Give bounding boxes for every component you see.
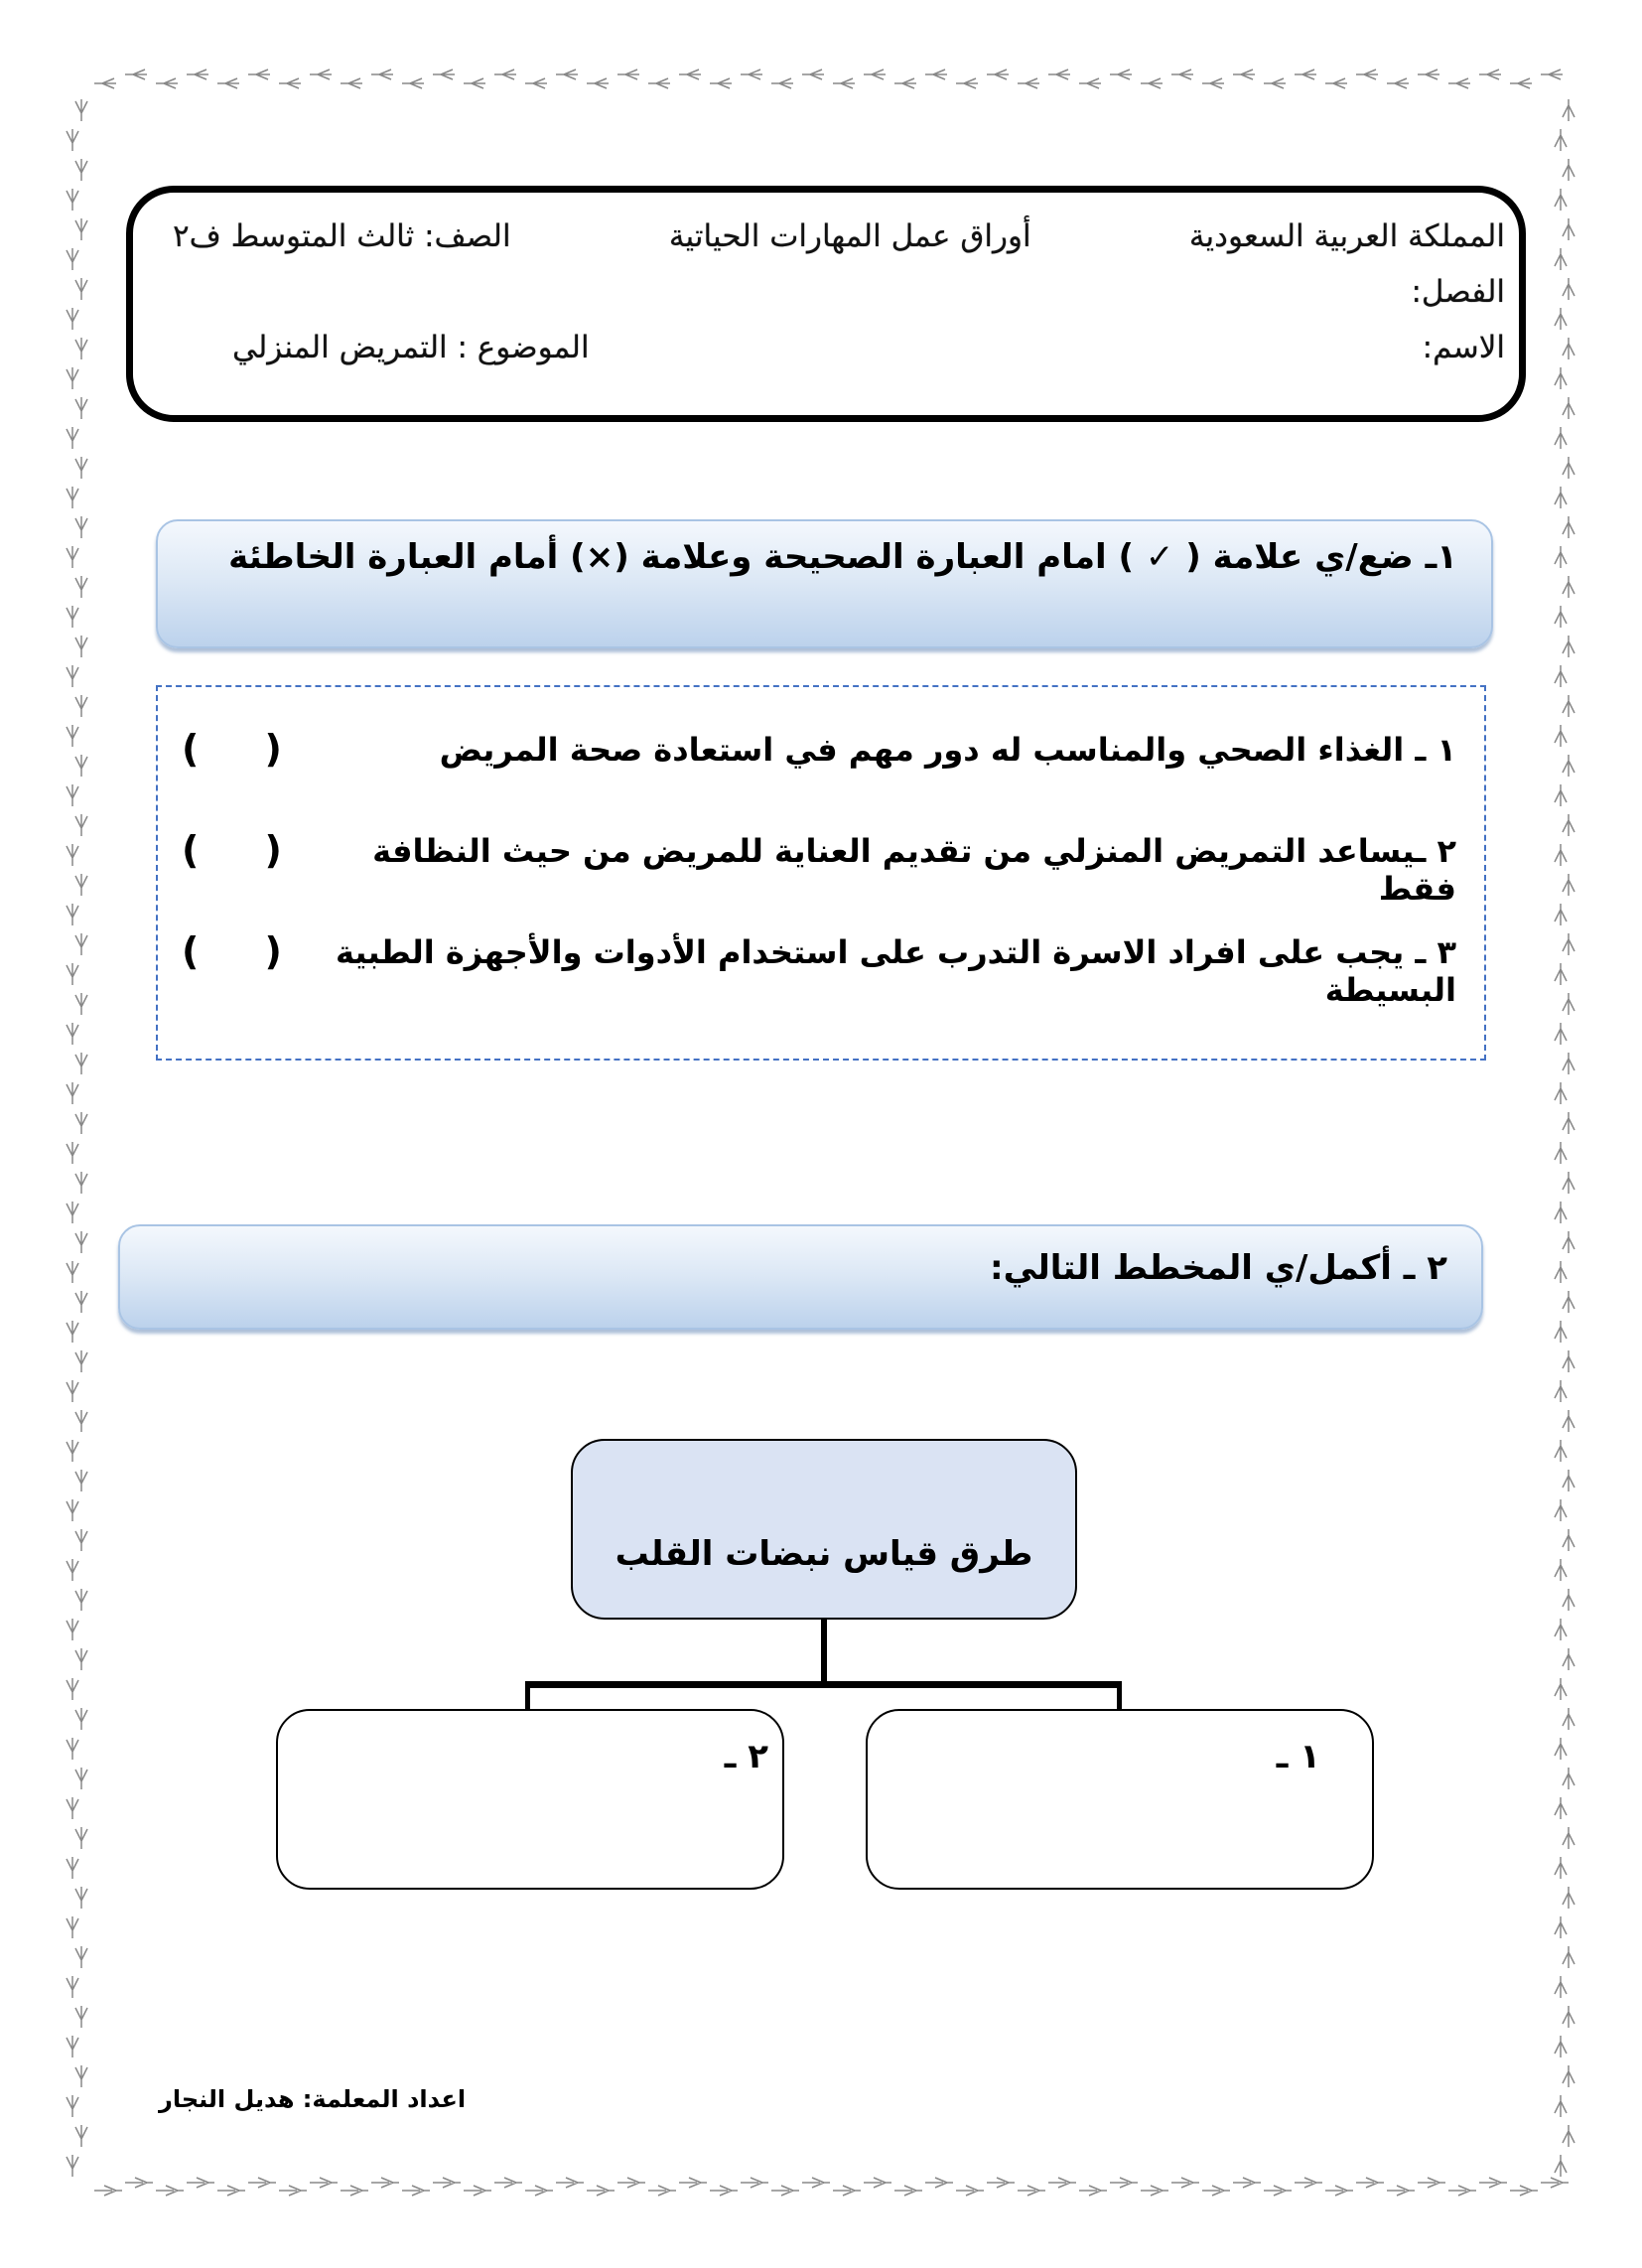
answer-blank-2[interactable]: ( ) xyxy=(182,828,282,872)
connector-vertical xyxy=(821,1618,827,1687)
connector-horizontal xyxy=(525,1681,1122,1688)
header-row-2 xyxy=(173,274,1505,310)
question-2: ٢ ـيساعد التمريض المنزلي من تقديم العناية للمريض من حيث النظافة فقط xyxy=(372,832,1456,909)
section2-heading xyxy=(118,1224,1483,1330)
section2-instruction: ٢ ـ أكمل/ي المخطط التالي: xyxy=(990,1248,1447,1288)
class-field-label: الفصل: xyxy=(1411,274,1505,310)
section1-instruction: ١ـ ضع/ي علامة ( ✓ ) امام العبارة الصحيحة وعلامة (×) أمام العبارة الخاطئة xyxy=(228,537,1457,577)
country-label: المملكة العربية السعودية xyxy=(1188,218,1505,254)
header-row-3 xyxy=(173,330,1505,365)
header-box xyxy=(126,186,1526,422)
diagram-child-box-1[interactable] xyxy=(866,1709,1374,1890)
answer-blank-1[interactable]: ( ) xyxy=(182,727,282,771)
diagram-child-box-2[interactable] xyxy=(276,1709,784,1890)
child-1-label: ١ ـ xyxy=(1276,1737,1320,1776)
connector-left-drop xyxy=(525,1681,530,1711)
answer-blank-3[interactable]: ( ) xyxy=(182,929,282,973)
question-1: ١ ـ الغذاء الصحي والمناسب له دور مهم في استعادة صحة المريض xyxy=(439,731,1456,769)
diagram-root-box xyxy=(571,1439,1077,1620)
worksheet-title: أوراق عمل المهارات الحياتية xyxy=(668,218,1031,254)
section1-heading xyxy=(156,519,1493,648)
prepared-by: اعداد المعلمة: هديل النجار xyxy=(159,2085,467,2113)
header-row-1 xyxy=(173,218,1505,254)
true-false-questions xyxy=(156,685,1486,1061)
child-2-label: ٢ ـ xyxy=(724,1737,768,1776)
name-field-label: الاسم: xyxy=(1422,330,1505,365)
subject-label: الموضوع : التمريض المنزلي xyxy=(232,330,590,365)
question-3: ٣ ـ يجب على افراد الاسرة التدرب على استخدام الأدوات والأجهزة الطبية البسيطة xyxy=(335,933,1456,1010)
connector-right-drop xyxy=(1117,1681,1122,1711)
grade-label: الصف: ثالث المتوسط ف٢ xyxy=(173,218,511,254)
diagram-root-label: طرق قياس نبضات القلب xyxy=(615,1534,1033,1574)
